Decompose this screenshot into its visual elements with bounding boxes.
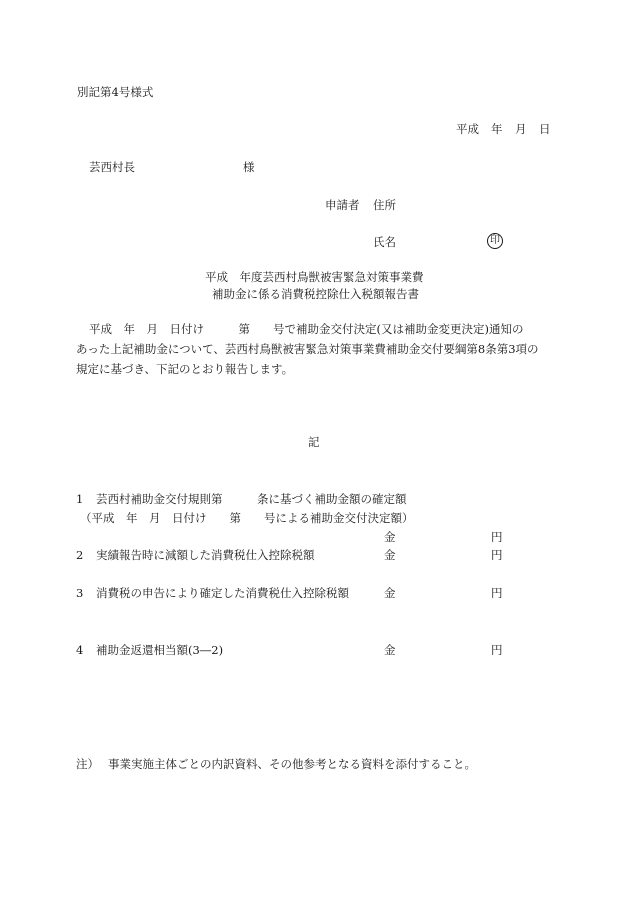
form-label: 別記第4号様式 (77, 85, 154, 99)
item-kin: 金 (384, 586, 396, 600)
note-label: 注） (76, 757, 99, 771)
item-yen: 円 (491, 643, 503, 657)
date-year: 年 (491, 122, 503, 136)
item-yen: 円 (491, 530, 503, 544)
item-number: 3 (76, 586, 84, 600)
item-kin: 金 (384, 530, 396, 544)
address-label: 住所 (373, 198, 396, 212)
body-line-2: あった上記補助金について、芸西村鳥獣被害緊急対策事業費補助金交付要綱第8条第3項の (76, 342, 539, 356)
date-day: 日 (539, 122, 551, 136)
item-yen: 円 (491, 548, 503, 562)
item-label: 実績報告時に減額した消費税仕入控除税額 (96, 548, 315, 562)
item-kin: 金 (384, 548, 396, 562)
date-era: 平成 (456, 122, 479, 136)
body-line-1: 平成 年 月 日付け 第 号で補助金交付決定(又は補助金変更決定)通知の (89, 322, 524, 336)
item-label: 補助金返還相当額(3―2) (96, 643, 224, 657)
item-yen: 円 (491, 586, 503, 600)
item-label: 消費税の申告により確定した消費税仕入控除税額 (96, 586, 349, 600)
body-line-3: 規定に基づき、下記のとおり報告します。 (76, 362, 294, 376)
name-label: 氏名 (373, 235, 396, 249)
title-line-1: 平成 年度芸西村鳥獣被害緊急対策事業費 (205, 270, 424, 284)
item-kin: 金 (384, 643, 396, 657)
item-number: 1 (76, 492, 84, 506)
date-month: 月 (515, 122, 527, 136)
item-sub-label: （平成 年 月 日付け 第 号による補助金交付決定額） (80, 511, 414, 525)
applicant-label: 申請者 (325, 198, 360, 212)
note-text: 事業実施主体ごとの内訳資料、その他参考となる資料を添付すること。 (108, 757, 476, 771)
seal-mark: 印 (487, 233, 503, 249)
ki-heading: 記 (308, 435, 320, 449)
addressee-honorific: 様 (243, 160, 255, 174)
item-label: 芸西村補助金交付規則第 条に基づく補助金額の確定額 (96, 492, 407, 506)
title-line-2: 補助金に係る消費税控除仕入税額報告書 (212, 287, 419, 301)
item-number: 4 (76, 643, 84, 657)
item-number: 2 (76, 548, 84, 562)
addressee-name: 芸西村長 (89, 160, 135, 174)
